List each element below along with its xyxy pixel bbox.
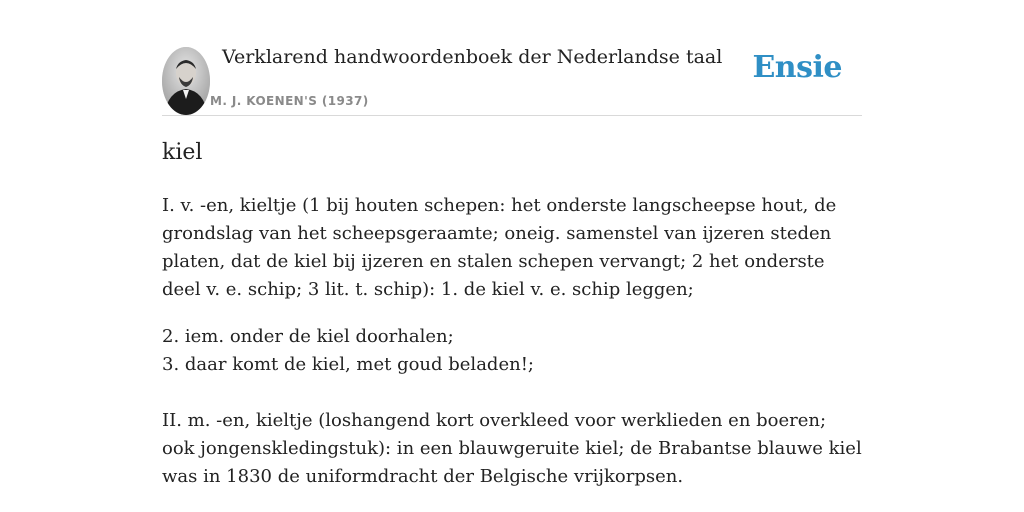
- definition-paragraph: II. m. -en, kieltje (loshangend kort overkleed voor werklieden en boeren; ook jongenskledingstuk): in een blauwgeruite kiel; de Brabantse blauwe kiel was in 1830 de uniformdracht der Belgische vrijkorpsen.: [162, 410, 862, 487]
- definition-paragraph: I. v. -en, kieltje (1 bij houten schepen: het onderste langscheepse hout, de grondslag van het scheepsgeraamte; oneig. samenstel van ijzeren steden platen, dat de kiel bij ijzeren en stalen schepen vervangt; 2 het onderste deel v. e. schip; 3 lit. t. schip): 1. de kiel v. e. schip leggen;: [162, 195, 837, 300]
- author-portrait-icon: [162, 47, 210, 115]
- book-title: Verklarend handwoordenboek der Nederlandse taal: [222, 46, 723, 68]
- entry-definition: [162, 192, 862, 491]
- headword: kiel: [162, 140, 203, 165]
- definition-paragraph: 2. iem. onder de kiel doorhalen;: [162, 326, 454, 347]
- author-label: M. J. KOENEN'S (1937): [210, 94, 369, 108]
- site-header: [162, 40, 862, 116]
- definition-paragraph: 3. daar komt de kiel, met goud beladen!;: [162, 354, 534, 375]
- brand-logo-link[interactable]: Ensie: [752, 50, 842, 85]
